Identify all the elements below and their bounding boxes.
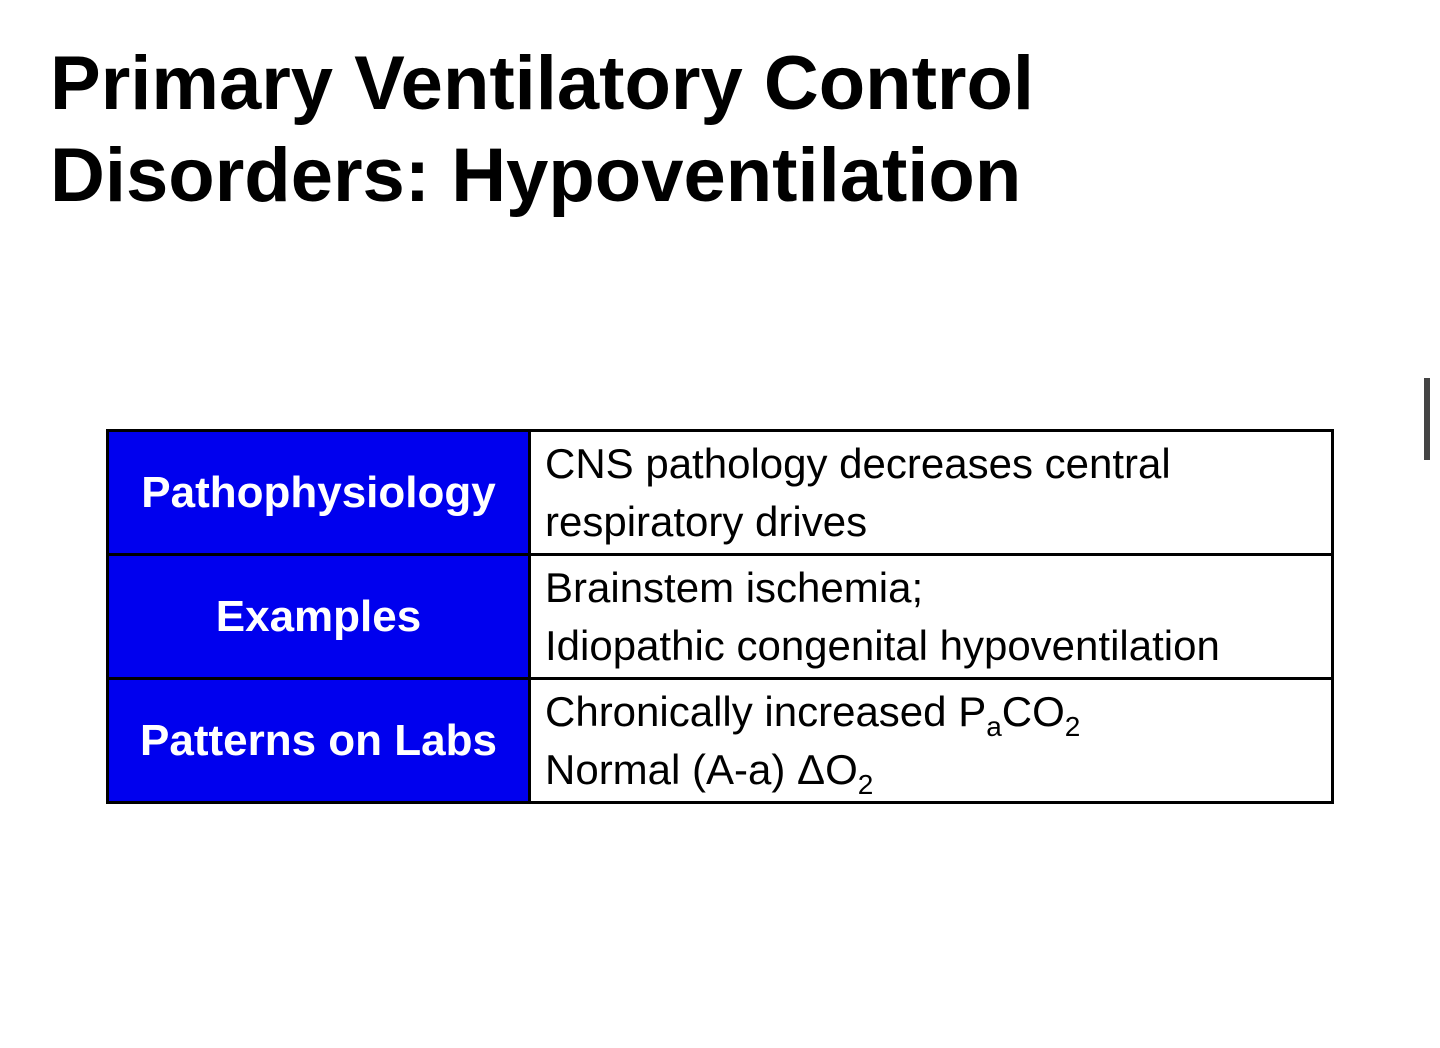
row-header-pathophysiology: Pathophysiology	[108, 431, 530, 555]
pathophysiology-line-1: CNS pathology decreases central	[545, 439, 1171, 487]
row-header-labs: Patterns on Labs	[108, 679, 530, 803]
labs-gradient-prefix: Normal (A-a) ΔO	[545, 745, 858, 793]
examples-line-2: Idiopathic congenital hypoventilation	[545, 621, 1220, 669]
examples-line-1: Brainstem ischemia;	[545, 563, 924, 611]
labs-cell	[530, 679, 1333, 803]
labs-paco2-sub-a: a	[986, 710, 1002, 742]
labs-paco2-mid: CO	[1001, 687, 1065, 735]
row-header-examples: Examples	[108, 555, 530, 679]
pathophysiology-line-2: respiratory drives	[545, 497, 868, 545]
labs-line-paco2	[545, 683, 1323, 741]
pathophysiology-cell	[530, 431, 1333, 555]
disorder-table	[106, 429, 1334, 804]
labs-gradient-sub-2: 2	[857, 768, 874, 800]
labs-line-gradient	[545, 741, 1323, 799]
title-line-2: Disorders: Hypoventilation	[50, 133, 1022, 218]
examples-cell	[530, 555, 1333, 679]
table-row-examples	[108, 555, 1333, 679]
slide-title	[50, 38, 1250, 222]
table-row-labs	[108, 679, 1333, 803]
title-line-1: Primary Ventilatory Control	[50, 41, 1035, 126]
text-cursor-bar	[1424, 378, 1430, 460]
labs-paco2-prefix: Chronically increased P	[545, 687, 987, 735]
labs-paco2-sub-2: 2	[1064, 710, 1081, 742]
table-row-pathophysiology	[108, 431, 1333, 555]
